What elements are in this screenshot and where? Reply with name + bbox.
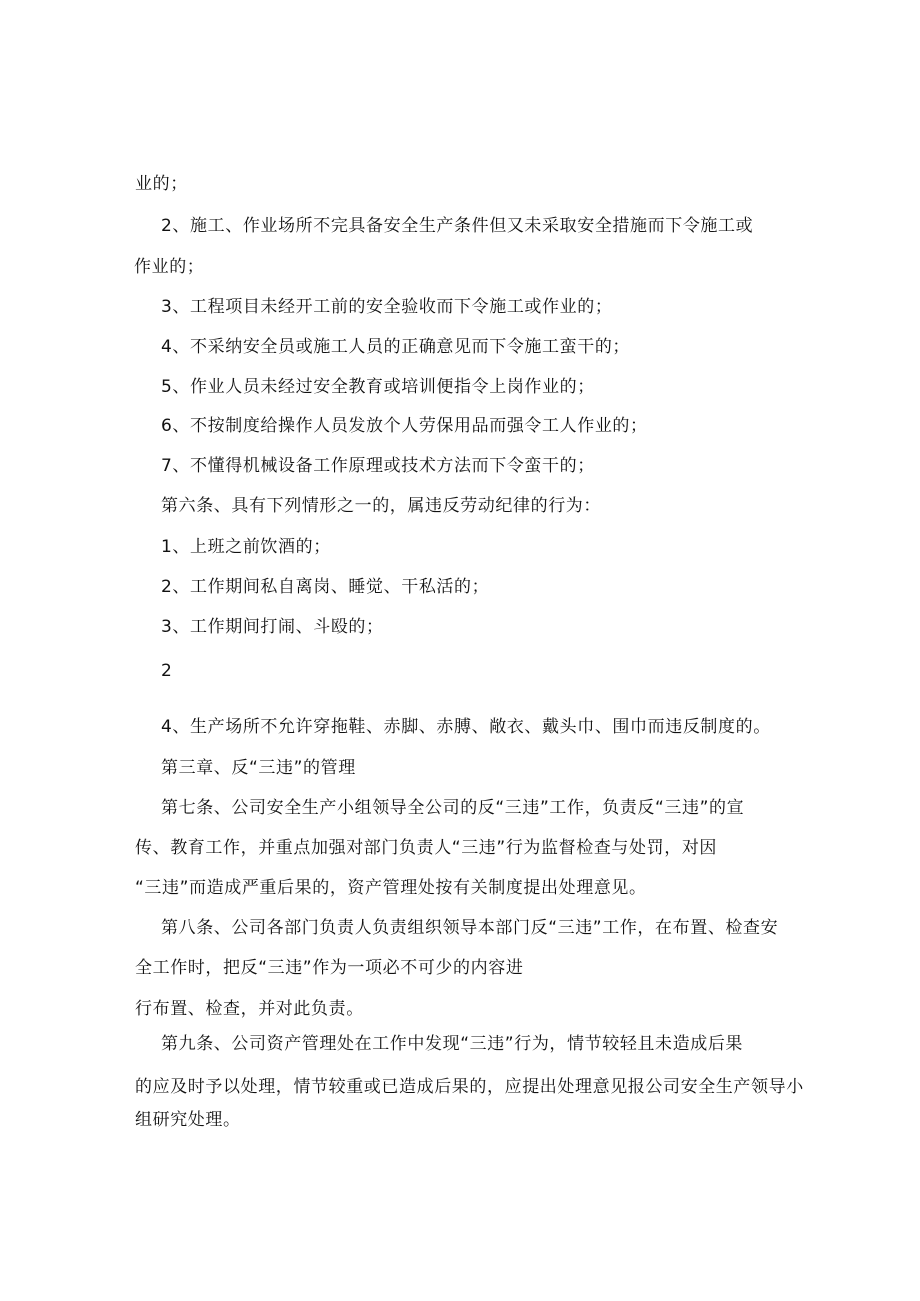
text-line: 4、生产场所不允许穿拖鞋、赤脚、赤膊、敞衣、戴头巾、围巾而违反制度的。: [161, 717, 771, 737]
text-line: 5、作业人员未经过安全教育或培训便指令上岗作业的；: [161, 377, 595, 397]
text-line: 行布置、检查，并对此负责。: [135, 999, 364, 1019]
chapter-heading: 第三章、反“三违”的管理: [161, 758, 356, 778]
text-line: 作业的；: [134, 257, 205, 277]
text-line: 2、施工、作业场所不完具备安全生产条件但又未采取安全措施而下令施工或: [161, 216, 754, 236]
text-line: 业的；: [135, 174, 188, 194]
text-line: 全工作时，把反“三违”作为一项必不可少的内容进: [135, 958, 524, 978]
text-line: 1、上班之前饮酒的；: [161, 537, 331, 557]
text-line: 组研究处理。: [135, 1110, 241, 1130]
text-line: 2、工作期间私自离岗、睡觉、干私活的；: [161, 577, 490, 597]
text-line: 4、不采纳安全员或施工人员的正确意见而下令施工蛮干的；: [161, 337, 631, 357]
article-heading: 第六条、具有下列情形之一的，属违反劳动纪律的行为：: [161, 496, 601, 516]
article-line: 第七条、公司安全生产小组领导全公司的反“三违”工作，负责反“三违”的宣: [161, 798, 745, 818]
text-line: 3、工作期间打闹、斗殴的；: [161, 617, 384, 637]
text-line: 6、不按制度给操作人员发放个人劳保用品而强令工人作业的；: [161, 416, 648, 436]
text-line: 3、工程项目未经开工前的安全验收而下令施工或作业的；: [161, 297, 613, 317]
article-line: 第九条、公司资产管理处在工作中发现“三违”行为，情节较轻且未造成后果: [161, 1034, 744, 1054]
text-line: 传、教育工作，并重点加强对部门负责人“三违”行为监督检查与处罚，对因: [135, 838, 718, 858]
text-line: 7、不懂得机械设备工作原理或技术方法而下令蛮干的；: [161, 456, 595, 476]
text-line: 的应及时予以处理，情节较重或已造成后果的，应提出处理意见报公司安全生产领导小: [135, 1077, 804, 1097]
page-number: 2: [161, 661, 173, 681]
article-line: 第八条、公司各部门负责人负责组织领导本部门反“三违”工作，在布置、检查安: [161, 918, 779, 938]
text-line: “三违”而造成严重后果的，资产管理处按有关制度提出处理意见。: [135, 878, 647, 898]
